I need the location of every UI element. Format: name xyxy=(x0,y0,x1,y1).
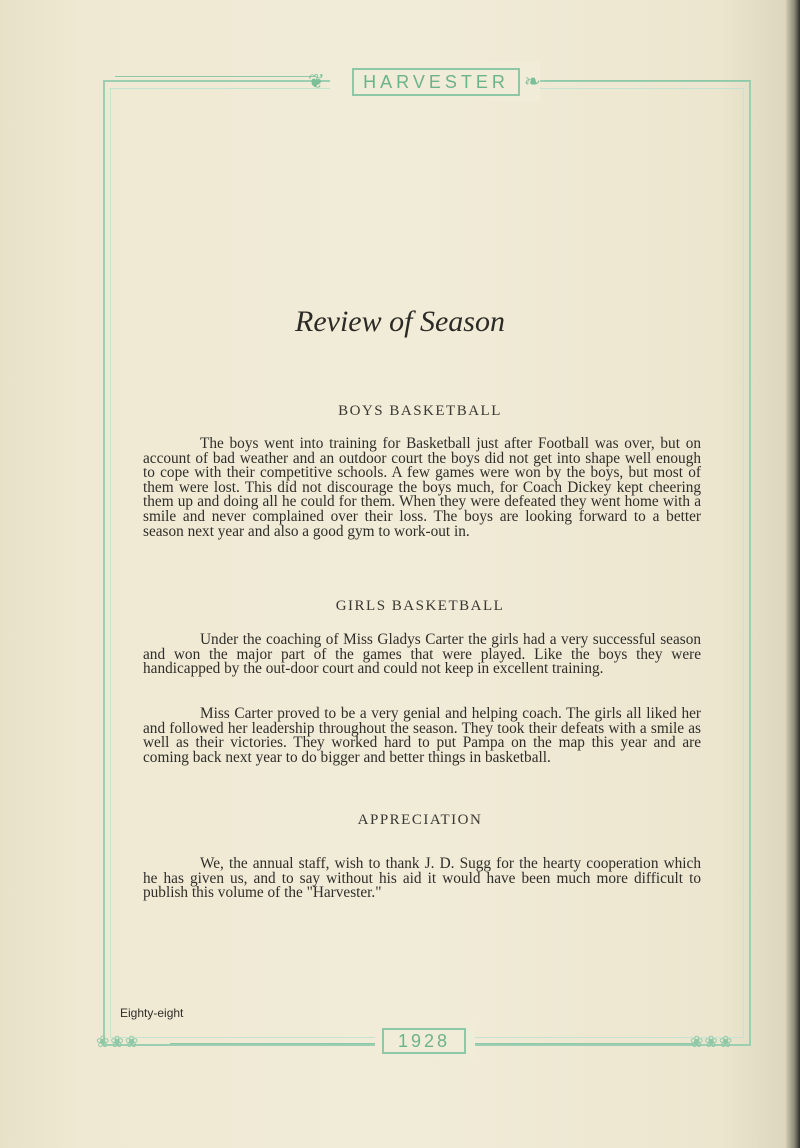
section-heading-boys: BOYS BASKETBALL xyxy=(338,403,502,419)
header-rule-right xyxy=(545,80,750,81)
page-title: Review of Season xyxy=(295,305,505,338)
book-spine-edge xyxy=(786,0,800,1148)
header-ornament-right-icon: ❧ xyxy=(524,71,541,93)
footer-rule-left xyxy=(170,1043,375,1044)
section-heading-girls: GIRLS BASKETBALL xyxy=(335,598,505,614)
footer-rule-right xyxy=(475,1043,695,1044)
footer-ornament-left-icon: ❀❀❀ xyxy=(96,1034,140,1051)
footer-ornament-right-icon: ❀❀❀ xyxy=(690,1034,734,1051)
header-rule-left xyxy=(115,76,315,77)
appreciation-paragraph: We, the annual staff, wish to thank J. D. Sugg for the hearty cooperation which he has given us, and to say without his aid it would have been much more difficult to publish this volume of the "Harvester." xyxy=(143,855,701,902)
header-title: HARVESTER xyxy=(352,68,520,96)
girls-paragraph-2: Miss Carter proved to be a very genial and helping coach. The girls all liked her and followed her leadership throughout the season. They took their defeats with a smile as well as their victories. They worked hard to put Pampa on the map this year and are coming back next year to do bigger and better things in basketball. xyxy=(143,705,701,766)
header-ornament-left-icon: ❦ xyxy=(308,71,325,93)
boys-paragraph: The boys went into training for Basketball just after Football was over, but on account of bad weather and an outdoor court the boys did not get into shape well enough to cope with their competitive schools. A few games were won by the boys, but most of them were lost. This did not discourage the boys much, for Coach Dickey kept cheering them up and doing all he could for them. When they were defeated they went home with a smile and never complained over their loss. The boys are looking forward to a better season next year and also a good gym to work-out in. xyxy=(143,435,701,540)
girls-paragraph-1: Under the coaching of Miss Gladys Carter the girls had a very successful season and won the major part of the games that were played. Like the boys they were handicapped by the out-door court and could not keep in excellent training. xyxy=(143,631,701,678)
page-number: Eighty-eight xyxy=(120,1006,184,1020)
footer-year: 1928 xyxy=(382,1028,466,1054)
section-heading-appreciation: APPRECIATION xyxy=(357,812,483,828)
